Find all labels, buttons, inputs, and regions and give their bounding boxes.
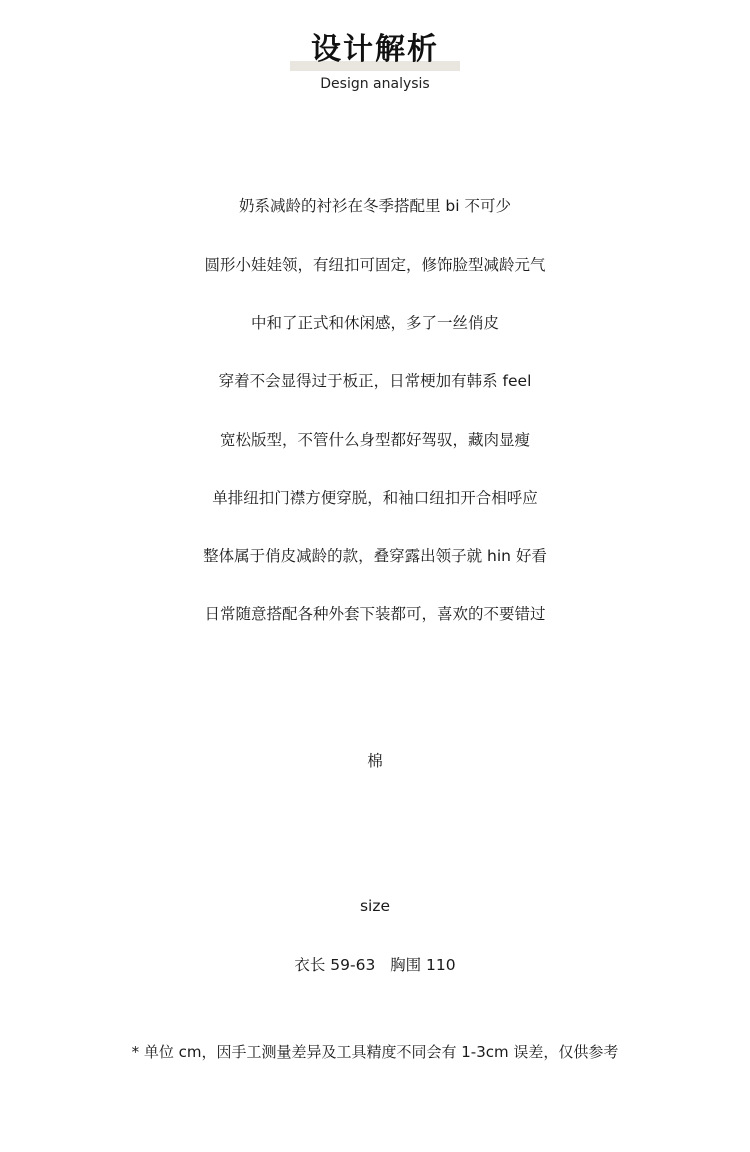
- size-measurements: 衣长 59-63 胸围 110: [294, 956, 456, 974]
- section-subtitle: Design analysis: [320, 76, 430, 92]
- description-line: 日常随意搭配各种外套下装都可，喜欢的不要错过: [204, 605, 546, 623]
- description-line: 中和了正式和休闲感，多了一丝俏皮: [250, 314, 499, 332]
- description-line: 圆形小娃娃领，有纽扣可固定，修饰脸型减龄元气: [204, 256, 546, 274]
- description-line: 穿着不会显得过于板正，日常梗加有韩系 feel: [218, 372, 532, 390]
- section-title: 设计解析: [311, 32, 439, 67]
- measurement-note: * 单位 cm，因手工测量差异及工具精度不同会有 1-3cm 误差，仅供参考: [131, 1043, 619, 1061]
- size-label: size: [359, 897, 391, 915]
- section-header: [0, 0, 750, 110]
- description-line: 宽松版型，不管什么身型都好驾驭，藏肉显瘦: [219, 431, 530, 449]
- description-line: 奶系减龄的衬衫在冬季搭配里 bi 不可少: [238, 197, 511, 215]
- description-line: 整体属于俏皮减龄的款，叠穿露出领子就 hin 好看: [203, 547, 547, 565]
- material-label: 棉: [367, 752, 383, 770]
- description-line: 单排纽扣门襟方便穿脱，和袖口纽扣开合相呼应: [212, 489, 538, 507]
